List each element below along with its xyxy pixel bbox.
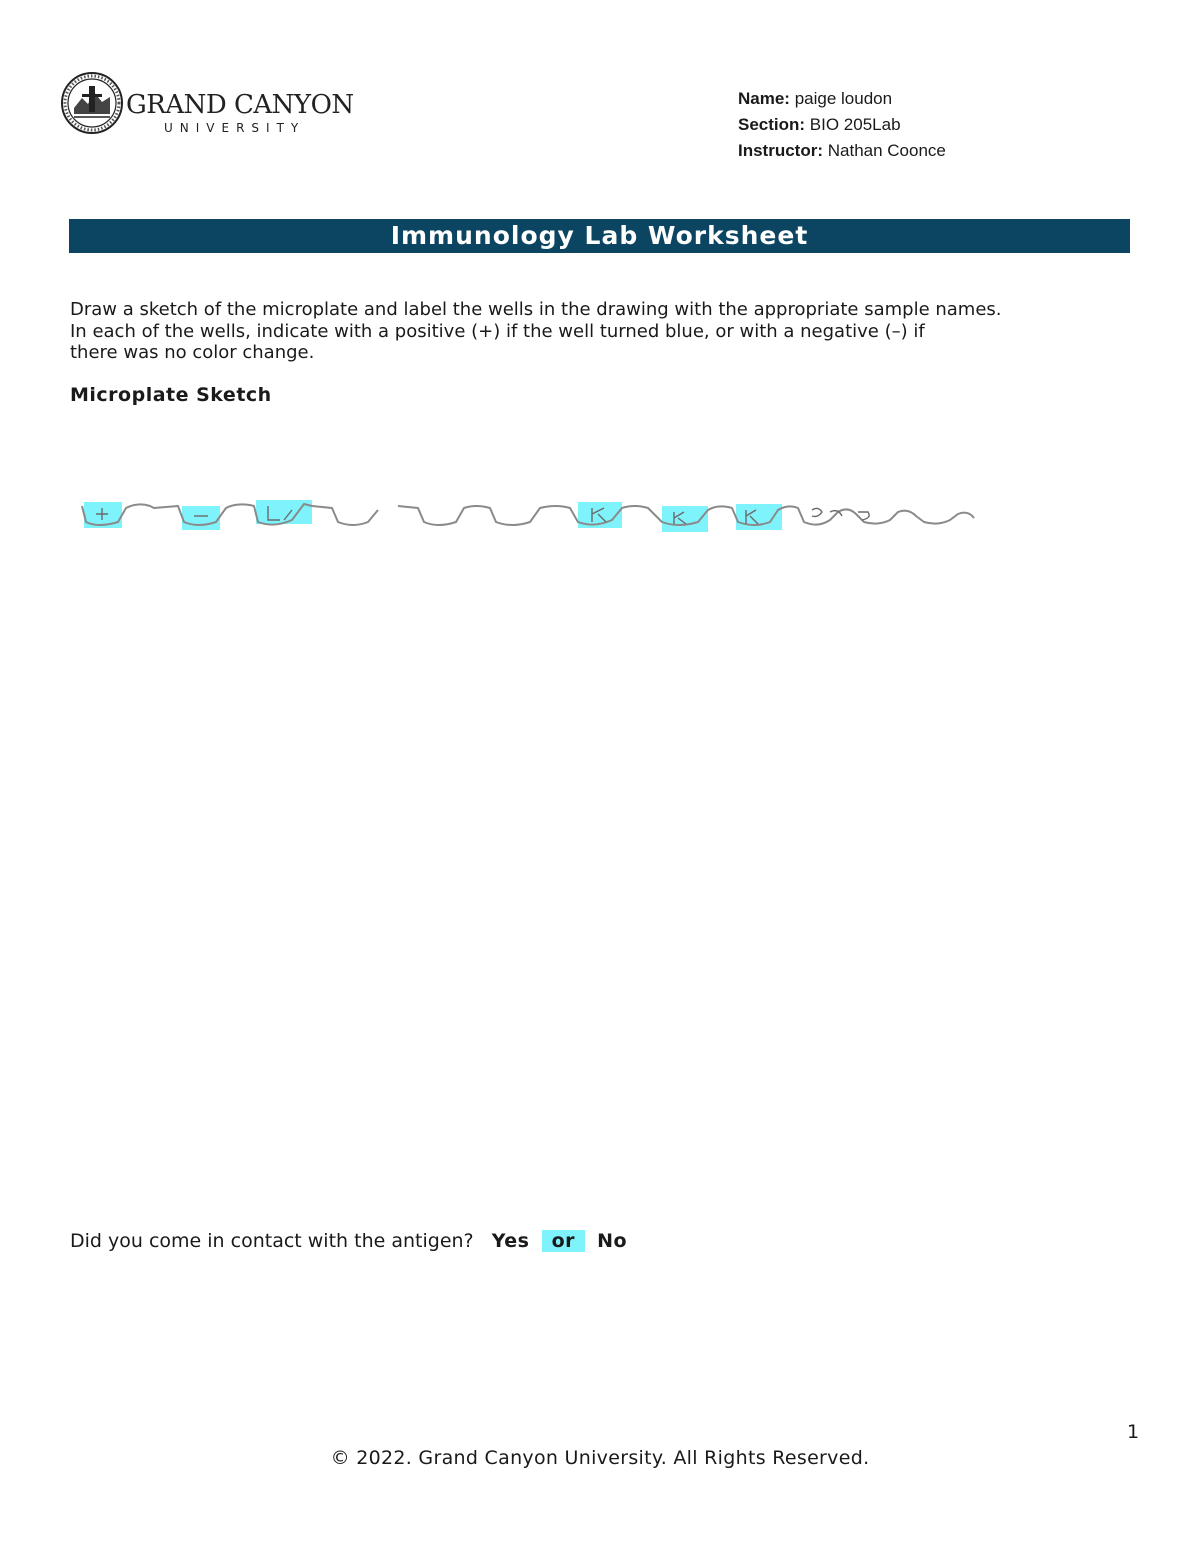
logo-wordmark: GRAND CANYON <box>126 90 354 120</box>
antigen-question <box>70 1229 627 1254</box>
student-info <box>738 86 946 164</box>
instructions <box>70 299 1130 363</box>
instructor-value: Nathan Coonce <box>827 141 946 160</box>
page-number: 1 <box>1127 1421 1140 1443</box>
section-label: Section: <box>738 115 806 134</box>
instructor-label: Instructor: <box>738 141 823 160</box>
university-logo <box>60 70 360 140</box>
name-value: paige loudon <box>794 89 893 108</box>
sketch-heading: Microplate Sketch <box>70 384 272 406</box>
instructions-line-2: In each of the wells, indicate with a positive (+) if the well turned blue, or with a negative (–) if <box>70 321 925 342</box>
copyright-footer: © 2022. Grand Canyon University. All Rights Reserved. <box>330 1447 870 1469</box>
instructor-row <box>738 138 946 164</box>
logo-subtitle: UNIVERSITY <box>164 121 306 135</box>
section-value: BIO 205Lab <box>809 115 901 134</box>
section-row <box>738 112 946 138</box>
microplate-sketch <box>78 492 988 542</box>
option-yes: Yes <box>491 1230 530 1252</box>
option-connector: or <box>542 1230 585 1252</box>
university-seal-icon <box>60 70 124 136</box>
worksheet-title: Immunology Lab Worksheet <box>69 219 1130 253</box>
instructions-line-1: Draw a sketch of the microplate and label the wells in the drawing with the appropriate sample names. <box>70 299 1002 320</box>
question-text: Did you come in contact with the antigen? <box>70 1230 474 1252</box>
option-no: No <box>597 1230 628 1252</box>
name-row <box>738 86 946 112</box>
instructions-line-3: there was no color change. <box>70 342 315 363</box>
name-label: Name: <box>738 89 790 108</box>
